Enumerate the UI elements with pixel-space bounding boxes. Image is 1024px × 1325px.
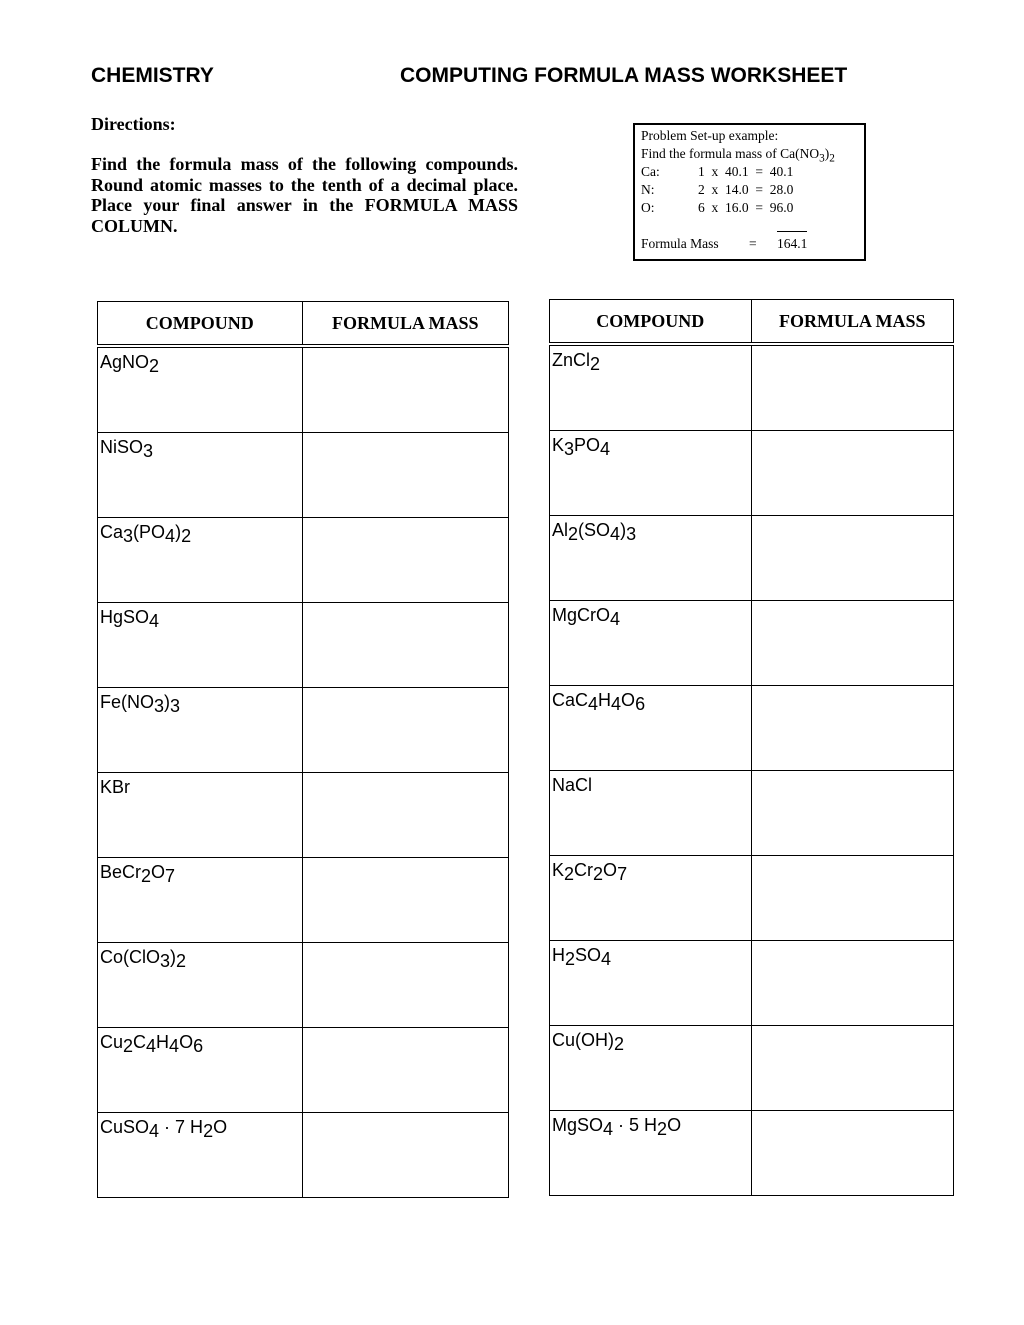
example-total-value: 164.1 [777, 236, 808, 251]
table-row [98, 518, 509, 603]
table-row [550, 601, 954, 686]
formula-mass-answer-cell[interactable] [302, 858, 508, 943]
example-calc-row [641, 163, 864, 181]
formula-mass-column-header: FORMULA MASS [302, 302, 508, 347]
compound-formula: $K_2Cr_2O_7$ [550, 856, 752, 941]
table-row [550, 431, 954, 516]
formula-mass-answer-cell[interactable] [751, 856, 953, 941]
formula-mass-answer-cell[interactable] [302, 346, 508, 433]
compound-formula: MgSO$_4$ · 5 $H_2O$ [550, 1111, 752, 1196]
compound-table-right [549, 299, 954, 1196]
example-element: O: [641, 200, 655, 215]
formula-mass-answer-cell[interactable] [751, 344, 953, 431]
compound-formula: NaCl [550, 771, 752, 856]
example-heading: Problem Set-up example: [641, 128, 779, 143]
compound-formula: CuSO$_4$ · 7 $H_2O$ [98, 1113, 303, 1198]
example-element: N: [641, 182, 655, 197]
compound-formula: $Al_2(SO_4)_3$ [550, 516, 752, 601]
compound-formula: NiSO$_3$ [98, 433, 303, 518]
example-calc-row [641, 181, 864, 199]
table-row [98, 1113, 509, 1198]
compound-formula: $K_3PO_4$ [550, 431, 752, 516]
formula-mass-answer-cell[interactable] [751, 1111, 953, 1196]
compound-formula: $Ca_3(PO_4)_2$ [98, 518, 303, 603]
table-row [550, 856, 954, 941]
formula-mass-answer-cell[interactable] [302, 1113, 508, 1198]
formula-mass-answer-cell[interactable] [751, 431, 953, 516]
table-row [550, 344, 954, 431]
formula-mass-answer-cell[interactable] [302, 688, 508, 773]
directions-title: Directions: [91, 114, 176, 134]
compound-formula: $CaC_4H_4O_6$ [550, 686, 752, 771]
compound-formula: $H_2SO_4$ [550, 941, 752, 1026]
formula-mass-answer-cell[interactable] [751, 771, 953, 856]
worksheet-title: COMPUTING FORMULA MASS WORKSHEET [400, 64, 848, 87]
formula-mass-answer-cell[interactable] [751, 941, 953, 1026]
compound-formula: $BeCr_2O_7$ [98, 858, 303, 943]
compound-formula: $Co(ClO_3)_2$ [98, 943, 303, 1028]
example-expression: 6 x 16.0 = 96.0 [698, 200, 794, 215]
table-row [98, 943, 509, 1028]
compound-formula: KBr [98, 773, 303, 858]
formula-mass-answer-cell[interactable] [751, 601, 953, 686]
compound-formula: $Cu(OH)_2$ [550, 1026, 752, 1111]
example-total [641, 235, 864, 253]
compound-table-left [97, 301, 509, 1198]
formula-mass-answer-cell[interactable] [302, 943, 508, 1028]
compound-formula: ZnCl$_2$ [550, 344, 752, 431]
compound-formula: HgSO$_4$ [98, 603, 303, 688]
example-element: Ca: [641, 164, 660, 179]
table-row [550, 941, 954, 1026]
table-row [98, 1028, 509, 1113]
formula-mass-answer-cell[interactable] [302, 1028, 508, 1113]
table-row [550, 686, 954, 771]
compound-formula: MgCrO$_4$ [550, 601, 752, 686]
formula-mass-answer-cell[interactable] [751, 516, 953, 601]
table-row [98, 773, 509, 858]
subject-heading: CHEMISTRY [91, 64, 214, 87]
table-row [550, 516, 954, 601]
table-row [98, 433, 509, 518]
table-row [550, 1026, 954, 1111]
example-expression: 1 x 40.1 = 40.1 [698, 164, 794, 179]
compound-formula: $Fe(NO_3)_3$ [98, 688, 303, 773]
example-question: Find the formula mass of $Ca(NO_3)_2$ [641, 146, 835, 165]
formula-mass-column-header: FORMULA MASS [751, 300, 953, 345]
compound-column-header: COMPOUND [98, 302, 303, 347]
example-box [633, 123, 866, 261]
compound-column-header: COMPOUND [550, 300, 752, 345]
example-expression: 2 x 14.0 = 28.0 [698, 182, 794, 197]
example-calc-row [641, 199, 864, 217]
example-total-label: Formula Mass [641, 236, 719, 251]
compound-formula: $Cu_2C_4H_4O_6$ [98, 1028, 303, 1113]
compound-formula: AgNO$_2$ [98, 346, 303, 433]
table-row [98, 346, 509, 433]
table-row [550, 1111, 954, 1196]
example-sum-rule [777, 225, 807, 232]
table-row [98, 688, 509, 773]
formula-mass-answer-cell[interactable] [302, 603, 508, 688]
formula-mass-answer-cell[interactable] [302, 773, 508, 858]
table-row [550, 771, 954, 856]
formula-mass-answer-cell[interactable] [302, 518, 508, 603]
example-total-equals: = [749, 236, 757, 251]
directions-body: Find the formula mass of the following compounds. Round atomic masses to the tenth of a decimal place. Place your final answer in the FORMULA MASS COLUMN. [91, 154, 518, 236]
table-row [98, 603, 509, 688]
formula-mass-answer-cell[interactable] [751, 686, 953, 771]
table-row [98, 858, 509, 943]
formula-mass-answer-cell[interactable] [302, 433, 508, 518]
formula-mass-answer-cell[interactable] [751, 1026, 953, 1111]
